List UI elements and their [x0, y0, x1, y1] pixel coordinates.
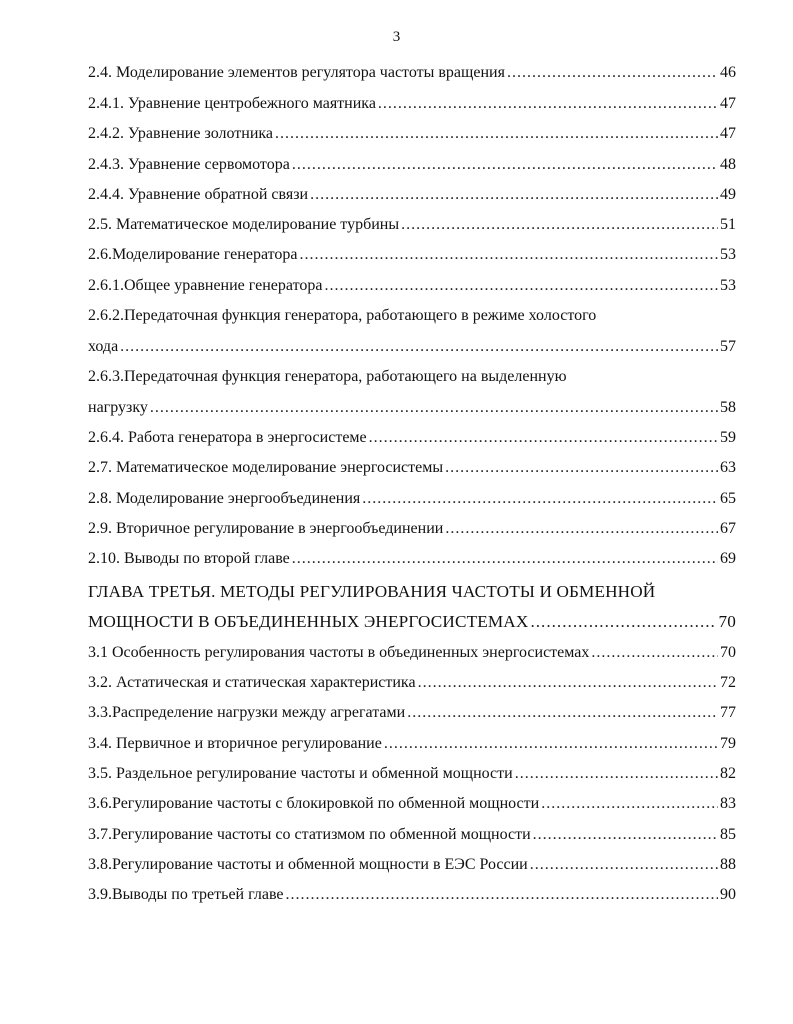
toc-entry-title: 2.6.Моделирование генератора — [88, 246, 298, 263]
dot-leader — [530, 855, 718, 875]
dot-leader — [275, 124, 718, 144]
toc-entry-page: 47 — [720, 125, 736, 142]
toc-entry-title: 2.6.4. Работа генератора в энергосистеме — [88, 429, 367, 446]
toc-entry — [88, 398, 736, 418]
toc-entry-page: 49 — [720, 186, 736, 203]
toc-entry-page: 88 — [720, 856, 736, 873]
toc-entry — [88, 643, 736, 663]
toc-entry — [88, 245, 736, 265]
toc-entry — [88, 855, 736, 875]
chapter-heading-line: ГЛАВА ТРЕТЬЯ. МЕТОДЫ РЕГУЛИРОВАНИЯ ЧАСТОТЫ И ОБМЕННОЙ — [88, 582, 656, 601]
dot-leader — [292, 549, 718, 569]
toc-entry-title: 3.8.Регулирование частоты и обменной мощности в ЕЭС России — [88, 856, 528, 873]
toc-entry — [88, 215, 736, 235]
dot-leader — [533, 825, 718, 845]
toc-entry-title: 2.4.4. Уравнение обратной связи — [88, 186, 309, 203]
toc-entry-title: нагрузку — [88, 399, 148, 416]
dot-leader — [150, 398, 718, 418]
toc-chapter-entry — [88, 612, 736, 632]
toc-entry-page: 70 — [720, 644, 736, 661]
toc-entry-page: 65 — [720, 490, 736, 507]
toc-entry-title: 3.7.Регулирование частоты со статизмом по обменной мощности — [88, 826, 531, 843]
dot-leader — [324, 276, 718, 296]
toc-entry-page: 72 — [720, 674, 736, 691]
toc-entry-title: 2.4.1. Уравнение центробежного маятника — [88, 95, 376, 112]
toc-entry — [88, 458, 736, 478]
toc-entry-title: 2.4. Моделирование элементов регулятора частоты вращения — [88, 64, 505, 81]
toc-entry-page: 53 — [720, 277, 736, 294]
toc-entry-title: хода — [88, 338, 119, 355]
toc-entry-title: 3.6.Регулирование частоты с блокировкой по обменной мощности — [88, 795, 540, 812]
dot-leader — [384, 734, 718, 754]
toc-entry-page: 63 — [720, 459, 736, 476]
toc-entry-page: 57 — [720, 338, 736, 355]
toc-entry-title: 3.1 Особенность регулирования частоты в объединенных энергосистемах — [88, 644, 590, 661]
toc-entry — [88, 764, 736, 784]
toc-entry-page: 58 — [720, 399, 736, 416]
dot-leader — [401, 215, 718, 235]
dot-leader — [362, 489, 718, 509]
toc-entry — [88, 155, 736, 175]
dot-leader — [507, 63, 718, 83]
page-number: 3 — [392, 29, 401, 45]
toc-entry — [88, 94, 736, 114]
dot-leader — [591, 643, 718, 663]
toc-entry-page: 67 — [720, 520, 736, 537]
toc-entry — [88, 489, 736, 509]
toc-entry-title: 2.4.2. Уравнение золотника — [88, 125, 274, 142]
toc-entry-title: 3.2. Астатическая и статическая характеристика — [88, 674, 416, 691]
dot-leader — [310, 185, 718, 205]
toc-entry-title: 2.7. Математическое моделирование энергосистемы — [88, 459, 444, 476]
dot-leader — [445, 519, 718, 539]
toc-entry-page: 69 — [720, 550, 736, 567]
toc-entry — [88, 428, 736, 448]
toc-entry-title: 2.10. Выводы по второй главе — [88, 550, 290, 567]
dot-leader — [286, 885, 719, 905]
toc-entry-page: 48 — [720, 156, 736, 173]
toc-entry-page: 85 — [720, 826, 736, 843]
toc-entry-title: 2.8. Моделирование энергообъединения — [88, 490, 361, 507]
toc-entry — [88, 276, 736, 296]
toc-entry-page: 90 — [720, 886, 736, 903]
dot-leader — [407, 703, 718, 723]
dot-leader — [292, 155, 718, 175]
toc-entry-page: 53 — [720, 246, 736, 263]
dot-leader — [369, 428, 718, 448]
toc-entry — [88, 519, 736, 539]
toc-entry — [88, 549, 736, 569]
toc-entry — [88, 63, 736, 83]
toc-entry — [88, 703, 736, 723]
toc-entry — [88, 337, 736, 357]
dot-leader — [378, 94, 718, 114]
toc-entry — [88, 825, 736, 845]
dot-leader — [515, 764, 718, 784]
toc-entry-page: 83 — [720, 795, 736, 812]
toc-entry-page: 82 — [720, 765, 736, 782]
toc-entry-title: 3.4. Первичное и вторичное регулирование — [88, 735, 382, 752]
toc-entry-title: 2.9. Вторичное регулирование в энергообъединении — [88, 520, 444, 537]
dot-leader — [541, 794, 718, 814]
toc-entry-title-line: 2.6.2.Передаточная функция генератора, работающего в режиме холостого — [88, 307, 597, 324]
dot-leader — [418, 673, 718, 693]
toc-entry-page: 79 — [720, 735, 736, 752]
toc-entry — [88, 794, 736, 814]
toc-entry-title-line: 2.6.3.Передаточная функция генератора, работающего на выделенную — [88, 368, 567, 385]
toc-entry-title: 3.5. Раздельное регулирование частоты и обменной мощности — [88, 765, 513, 782]
toc-entry-title: 2.6.1.Общее уравнение генератора — [88, 277, 323, 294]
toc-entry — [88, 885, 736, 905]
toc-entry — [88, 734, 736, 754]
toc-entry — [88, 185, 736, 205]
toc-entry-title: 2.4.3. Уравнение сервомотора — [88, 156, 290, 173]
toc-entry-page: 46 — [720, 64, 736, 81]
toc-entry-page: 70 — [718, 612, 736, 631]
dot-leader — [445, 458, 718, 478]
toc-entry-title: 2.5. Математическое моделирование турбины — [88, 216, 400, 233]
toc-entry — [88, 124, 736, 144]
dot-leader — [530, 612, 716, 632]
toc-entry — [88, 673, 736, 693]
dot-leader — [120, 337, 718, 357]
toc-entry-page: 47 — [720, 95, 736, 112]
toc-entry-title: 3.3.Распределение нагрузки между агрегатами — [88, 704, 406, 721]
toc-entry-title: 3.9.Выводы по третьей главе — [88, 886, 284, 903]
toc-entry-page: 59 — [720, 429, 736, 446]
toc-entry-title: МОЩНОСТИ В ОБЪЕДИНЕННЫХ ЭНЕРГОСИСТЕМАХ — [88, 612, 529, 631]
toc-entry-page: 51 — [720, 216, 736, 233]
dot-leader — [300, 245, 718, 265]
toc-entry-page: 77 — [720, 704, 736, 721]
